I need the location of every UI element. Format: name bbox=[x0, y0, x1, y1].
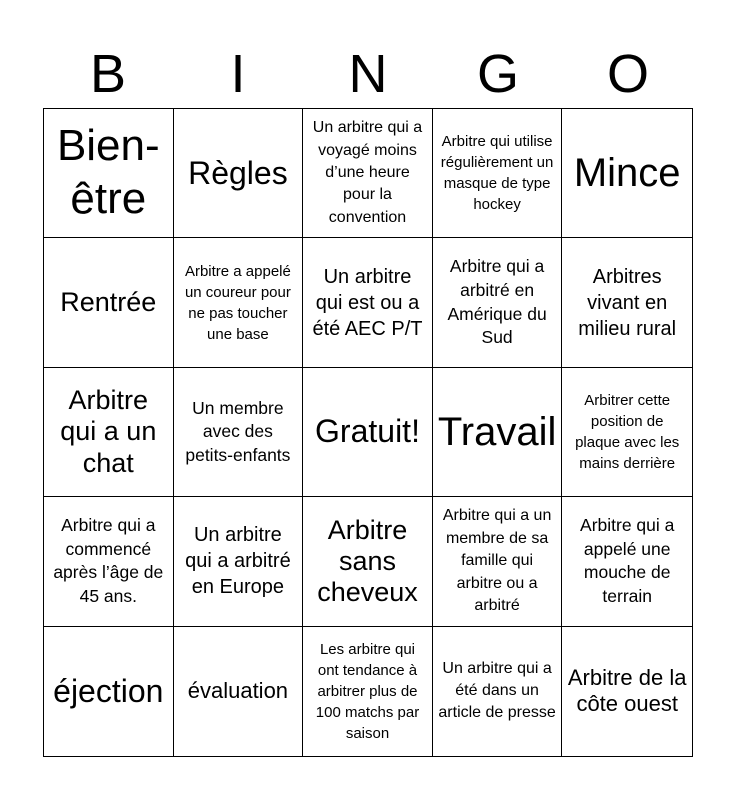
bingo-cell[interactable]: Bien-être bbox=[44, 109, 174, 238]
bingo-header bbox=[43, 40, 693, 108]
bingo-cell[interactable]: Mince bbox=[562, 109, 692, 238]
bingo-cell[interactable]: Les arbitre qui ont tendance à arbitrer plus de 100 matchs par saison bbox=[303, 627, 433, 756]
bingo-cell[interactable]: Arbitre qui utilise régulièrement un masque de type hockey bbox=[433, 109, 563, 238]
bingo-cell[interactable]: Arbitres vivant en milieu rural bbox=[562, 238, 692, 367]
bingo-cell[interactable]: Un arbitre qui est ou a été AEC P/T bbox=[303, 238, 433, 367]
bingo-cell[interactable]: Arbitre qui a arbitré en Amérique du Sud bbox=[433, 238, 563, 367]
header-letter-g: G bbox=[476, 44, 519, 104]
bingo-cell[interactable]: Règles bbox=[174, 109, 304, 238]
header-letter-b: B bbox=[89, 44, 127, 104]
bingo-cell[interactable]: Travail bbox=[433, 368, 563, 497]
bingo-cell[interactable]: Arbitre qui a commencé après l’âge de 45 ans. bbox=[44, 497, 174, 626]
header-letter-i: I bbox=[230, 44, 246, 104]
bingo-cell[interactable]: évaluation bbox=[174, 627, 304, 756]
bingo-cell[interactable]: Rentrée bbox=[44, 238, 174, 367]
bingo-cell[interactable]: Un membre avec des petits-enfants bbox=[174, 368, 304, 497]
bingo-cell[interactable]: Gratuit! bbox=[303, 368, 433, 497]
bingo-cell[interactable]: Un arbitre qui a voyagé moins d’une heure pour la convention bbox=[303, 109, 433, 238]
bingo-cell[interactable]: Arbitre a appelé un coureur pour ne pas toucher une base bbox=[174, 238, 304, 367]
bingo-cell[interactable]: Un arbitre qui a arbitré en Europe bbox=[174, 497, 304, 626]
bingo-cell[interactable]: Arbitre sans cheveux bbox=[303, 497, 433, 626]
bingo-grid bbox=[43, 108, 693, 757]
header-letter-n: N bbox=[348, 44, 388, 104]
bingo-cell[interactable]: Arbitre de la côte ouest bbox=[567, 664, 687, 717]
header-letter-o: O bbox=[606, 44, 649, 104]
bingo-cell[interactable]: Arbitre qui a appelé une mouche de terrain bbox=[562, 497, 692, 626]
bingo-cell[interactable]: Un arbitre qui a été dans un article de presse bbox=[433, 627, 563, 756]
bingo-cell[interactable]: Arbitre qui a un membre de sa famille qui arbitre ou a arbitré bbox=[433, 497, 563, 626]
bingo-cell[interactable]: Arbitrer cette position de plaque avec les mains derrière bbox=[562, 368, 692, 497]
bingo-cell[interactable]: Arbitre qui a un chat bbox=[44, 368, 174, 497]
bingo-cell[interactable]: éjection bbox=[44, 627, 174, 756]
